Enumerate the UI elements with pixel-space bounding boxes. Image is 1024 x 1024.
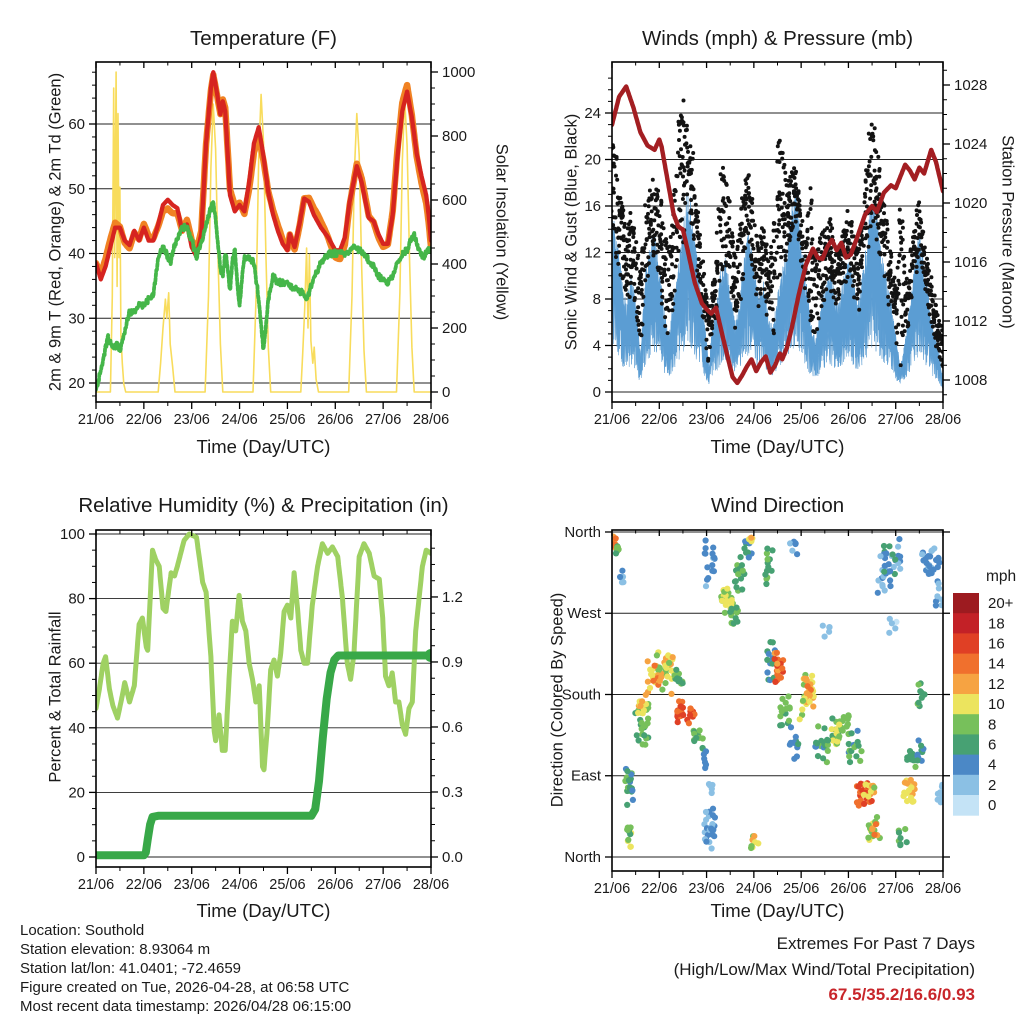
panel-temperature-title: Temperature (F) [190,27,337,50]
svg-text:40: 40 [68,245,85,263]
svg-text:24/06: 24/06 [221,412,258,428]
svg-text:16: 16 [988,635,1005,653]
svg-text:6: 6 [988,736,997,754]
figure-created-timestamp: Figure created on Tue, 2026-04-28, at 06:58 UTC [20,979,350,996]
svg-text:27/06: 27/06 [364,877,402,893]
y-axis-label-temperature-left: 2m & 9m T (Red, Orange) & 2m Td (Green) [46,72,65,392]
svg-text:800: 800 [442,128,468,145]
svg-text:25/06: 25/06 [782,412,820,428]
svg-text:East: East [570,767,601,785]
svg-text:1028: 1028 [954,77,988,94]
svg-text:0: 0 [988,797,997,815]
svg-text:20: 20 [68,784,85,802]
y-axis-label-rh-left: Percent & Total Rainfall [46,611,65,783]
svg-text:22/06: 22/06 [641,881,678,897]
station-metadata [20,921,351,1016]
svg-text:25/06: 25/06 [269,877,306,893]
svg-text:23/06: 23/06 [688,412,725,428]
svg-text:23/06: 23/06 [173,877,210,893]
y-axis-label-solar-right: Solar Insolation (Yellow) [492,143,511,321]
svg-text:14: 14 [988,655,1005,673]
svg-text:0: 0 [76,849,85,866]
svg-text:12: 12 [988,675,1005,693]
svg-text:27/06: 27/06 [364,412,402,428]
svg-text:200: 200 [442,320,468,337]
panel-rh-precip-title: Relative Humidity (%) & Precipitation (in) [78,494,449,517]
y-axis-label-wind-left: Sonic Wind & Gust (Blue, Black) [562,113,581,351]
extremes-heading: Extremes For Past 7 Days [776,934,975,953]
svg-text:0.3: 0.3 [442,783,463,801]
svg-text:8: 8 [988,716,997,734]
svg-text:21/06: 21/06 [593,412,631,428]
svg-text:1000: 1000 [442,64,476,81]
svg-text:0.0: 0.0 [442,849,463,866]
panel-wind-direction-title: Wind Direction [710,494,845,517]
x-axis-label-direction: Time (Day/UTC) [710,900,845,921]
svg-text:21/06: 21/06 [77,877,115,893]
svg-text:South: South [561,686,601,704]
svg-text:24: 24 [584,105,601,122]
station-latlon: Station lat/lon: 41.0401; -72.4659 [20,960,242,977]
svg-text:21/06: 21/06 [593,881,631,897]
svg-text:60: 60 [68,655,85,673]
colorbar-title: mph [986,568,1017,585]
extremes-values: 67.5/35.2/16.6/0.93 [828,985,975,1004]
svg-text:West: West [567,605,601,623]
svg-text:North: North [564,849,601,866]
svg-text:26/06: 26/06 [830,412,867,428]
svg-text:24/06: 24/06 [735,881,773,897]
svg-text:28/06: 28/06 [412,412,450,428]
svg-text:1.2: 1.2 [442,588,463,606]
svg-text:1008: 1008 [954,372,988,389]
svg-text:28/06: 28/06 [412,877,450,893]
most-recent-data-timestamp: Most recent data timestamp: 2026/04/28 06:15:00 [20,998,352,1015]
svg-text:4: 4 [988,756,997,774]
svg-text:24/06: 24/06 [221,877,258,893]
svg-text:20: 20 [584,151,601,169]
svg-text:26/06: 26/06 [830,881,867,897]
svg-text:600: 600 [442,192,468,209]
station-location: Location: Southold [20,922,145,939]
svg-text:25/06: 25/06 [782,881,820,897]
svg-text:1024: 1024 [954,136,988,153]
station-elevation: Station elevation: 8.93064 m [20,941,211,958]
x-axis-label-winds: Time (Day/UTC) [710,436,845,457]
svg-text:28/06: 28/06 [924,881,962,897]
svg-text:60: 60 [68,116,85,133]
svg-text:25/06: 25/06 [269,412,306,428]
svg-text:0: 0 [442,384,451,401]
svg-text:30: 30 [68,310,85,328]
panel-winds-pressure-title: Winds (mph) & Pressure (mb) [641,27,914,50]
svg-text:18: 18 [988,615,1005,633]
svg-text:24/06: 24/06 [735,412,773,428]
svg-text:26/06: 26/06 [317,877,354,893]
svg-text:22/06: 22/06 [125,877,163,893]
svg-text:10: 10 [988,696,1005,714]
svg-text:12: 12 [584,244,601,262]
svg-text:27/06: 27/06 [877,412,914,428]
svg-text:4: 4 [592,337,601,355]
svg-text:16: 16 [584,198,601,215]
svg-text:0.6: 0.6 [442,718,463,736]
extremes-summary [674,931,975,1008]
svg-text:26/06: 26/06 [317,412,354,428]
y-axis-label-direction-left: Direction (Colored By Speed) [548,592,567,808]
svg-text:22/06: 22/06 [125,412,163,428]
svg-text:20+: 20+ [988,595,1014,613]
svg-text:1012: 1012 [954,313,988,330]
svg-text:2: 2 [988,776,997,794]
svg-text:100: 100 [59,526,85,543]
svg-text:0: 0 [592,384,601,401]
svg-text:22/06: 22/06 [641,412,678,428]
x-axis-label-temperature: Time (Day/UTC) [196,436,331,457]
y-axis-label-pressure-right: Station Pressure (Maroon) [998,135,1017,329]
svg-text:0.9: 0.9 [442,653,463,671]
svg-text:1016: 1016 [954,254,988,271]
x-axis-label-rh: Time (Day/UTC) [196,900,331,921]
extremes-subheading: (High/Low/Max Wind/Total Precipitation) [673,959,975,979]
svg-text:27/06: 27/06 [877,881,914,897]
svg-text:North: North [564,523,601,541]
svg-text:23/06: 23/06 [173,412,210,428]
svg-text:21/06: 21/06 [77,412,115,428]
svg-text:400: 400 [442,256,468,273]
svg-text:8: 8 [592,291,601,308]
svg-text:23/06: 23/06 [688,881,725,897]
svg-text:80: 80 [68,590,85,608]
svg-text:40: 40 [68,719,85,737]
svg-text:1020: 1020 [954,195,988,212]
svg-text:50: 50 [68,180,85,198]
svg-text:28/06: 28/06 [924,412,962,428]
svg-text:20: 20 [68,375,85,392]
